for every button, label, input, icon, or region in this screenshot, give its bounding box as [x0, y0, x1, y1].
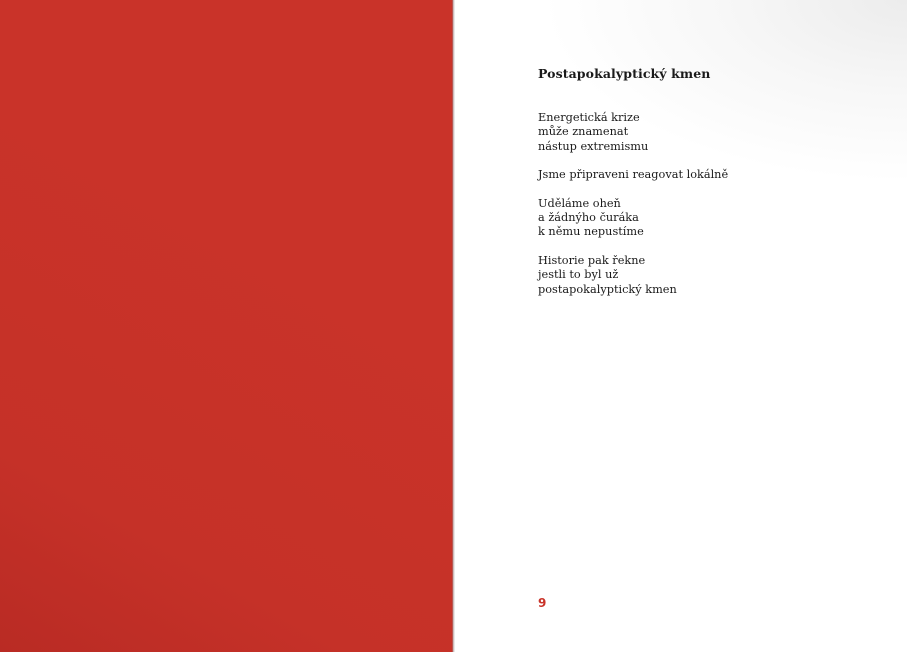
- poem-body: [538, 111, 728, 311]
- poem-line: Historie pak řekne: [538, 253, 646, 267]
- poem-line: k němu nepustíme: [538, 225, 644, 239]
- poem-line: postapokalyptický kmen: [538, 282, 677, 296]
- poem-line: jestli to byl už: [538, 268, 619, 282]
- page-number: 9: [538, 596, 547, 610]
- poem-title: Postapokalyptický kmen: [538, 66, 711, 81]
- stanza: [538, 254, 728, 297]
- poem-line: a žádnýho čuráka: [538, 211, 639, 225]
- poem-line: nástup extremismu: [538, 139, 649, 153]
- text-right-page: [455, 0, 907, 652]
- stanza: [538, 111, 728, 154]
- poem-line: může znamenat: [538, 125, 629, 139]
- poem-line: Energetická krize: [538, 111, 640, 124]
- poem-line: Uděláme oheň: [538, 196, 621, 210]
- poem-line: Jsme připraveni reagovat lokálně: [538, 168, 729, 182]
- stanza: [538, 197, 728, 240]
- stanza: [538, 168, 728, 182]
